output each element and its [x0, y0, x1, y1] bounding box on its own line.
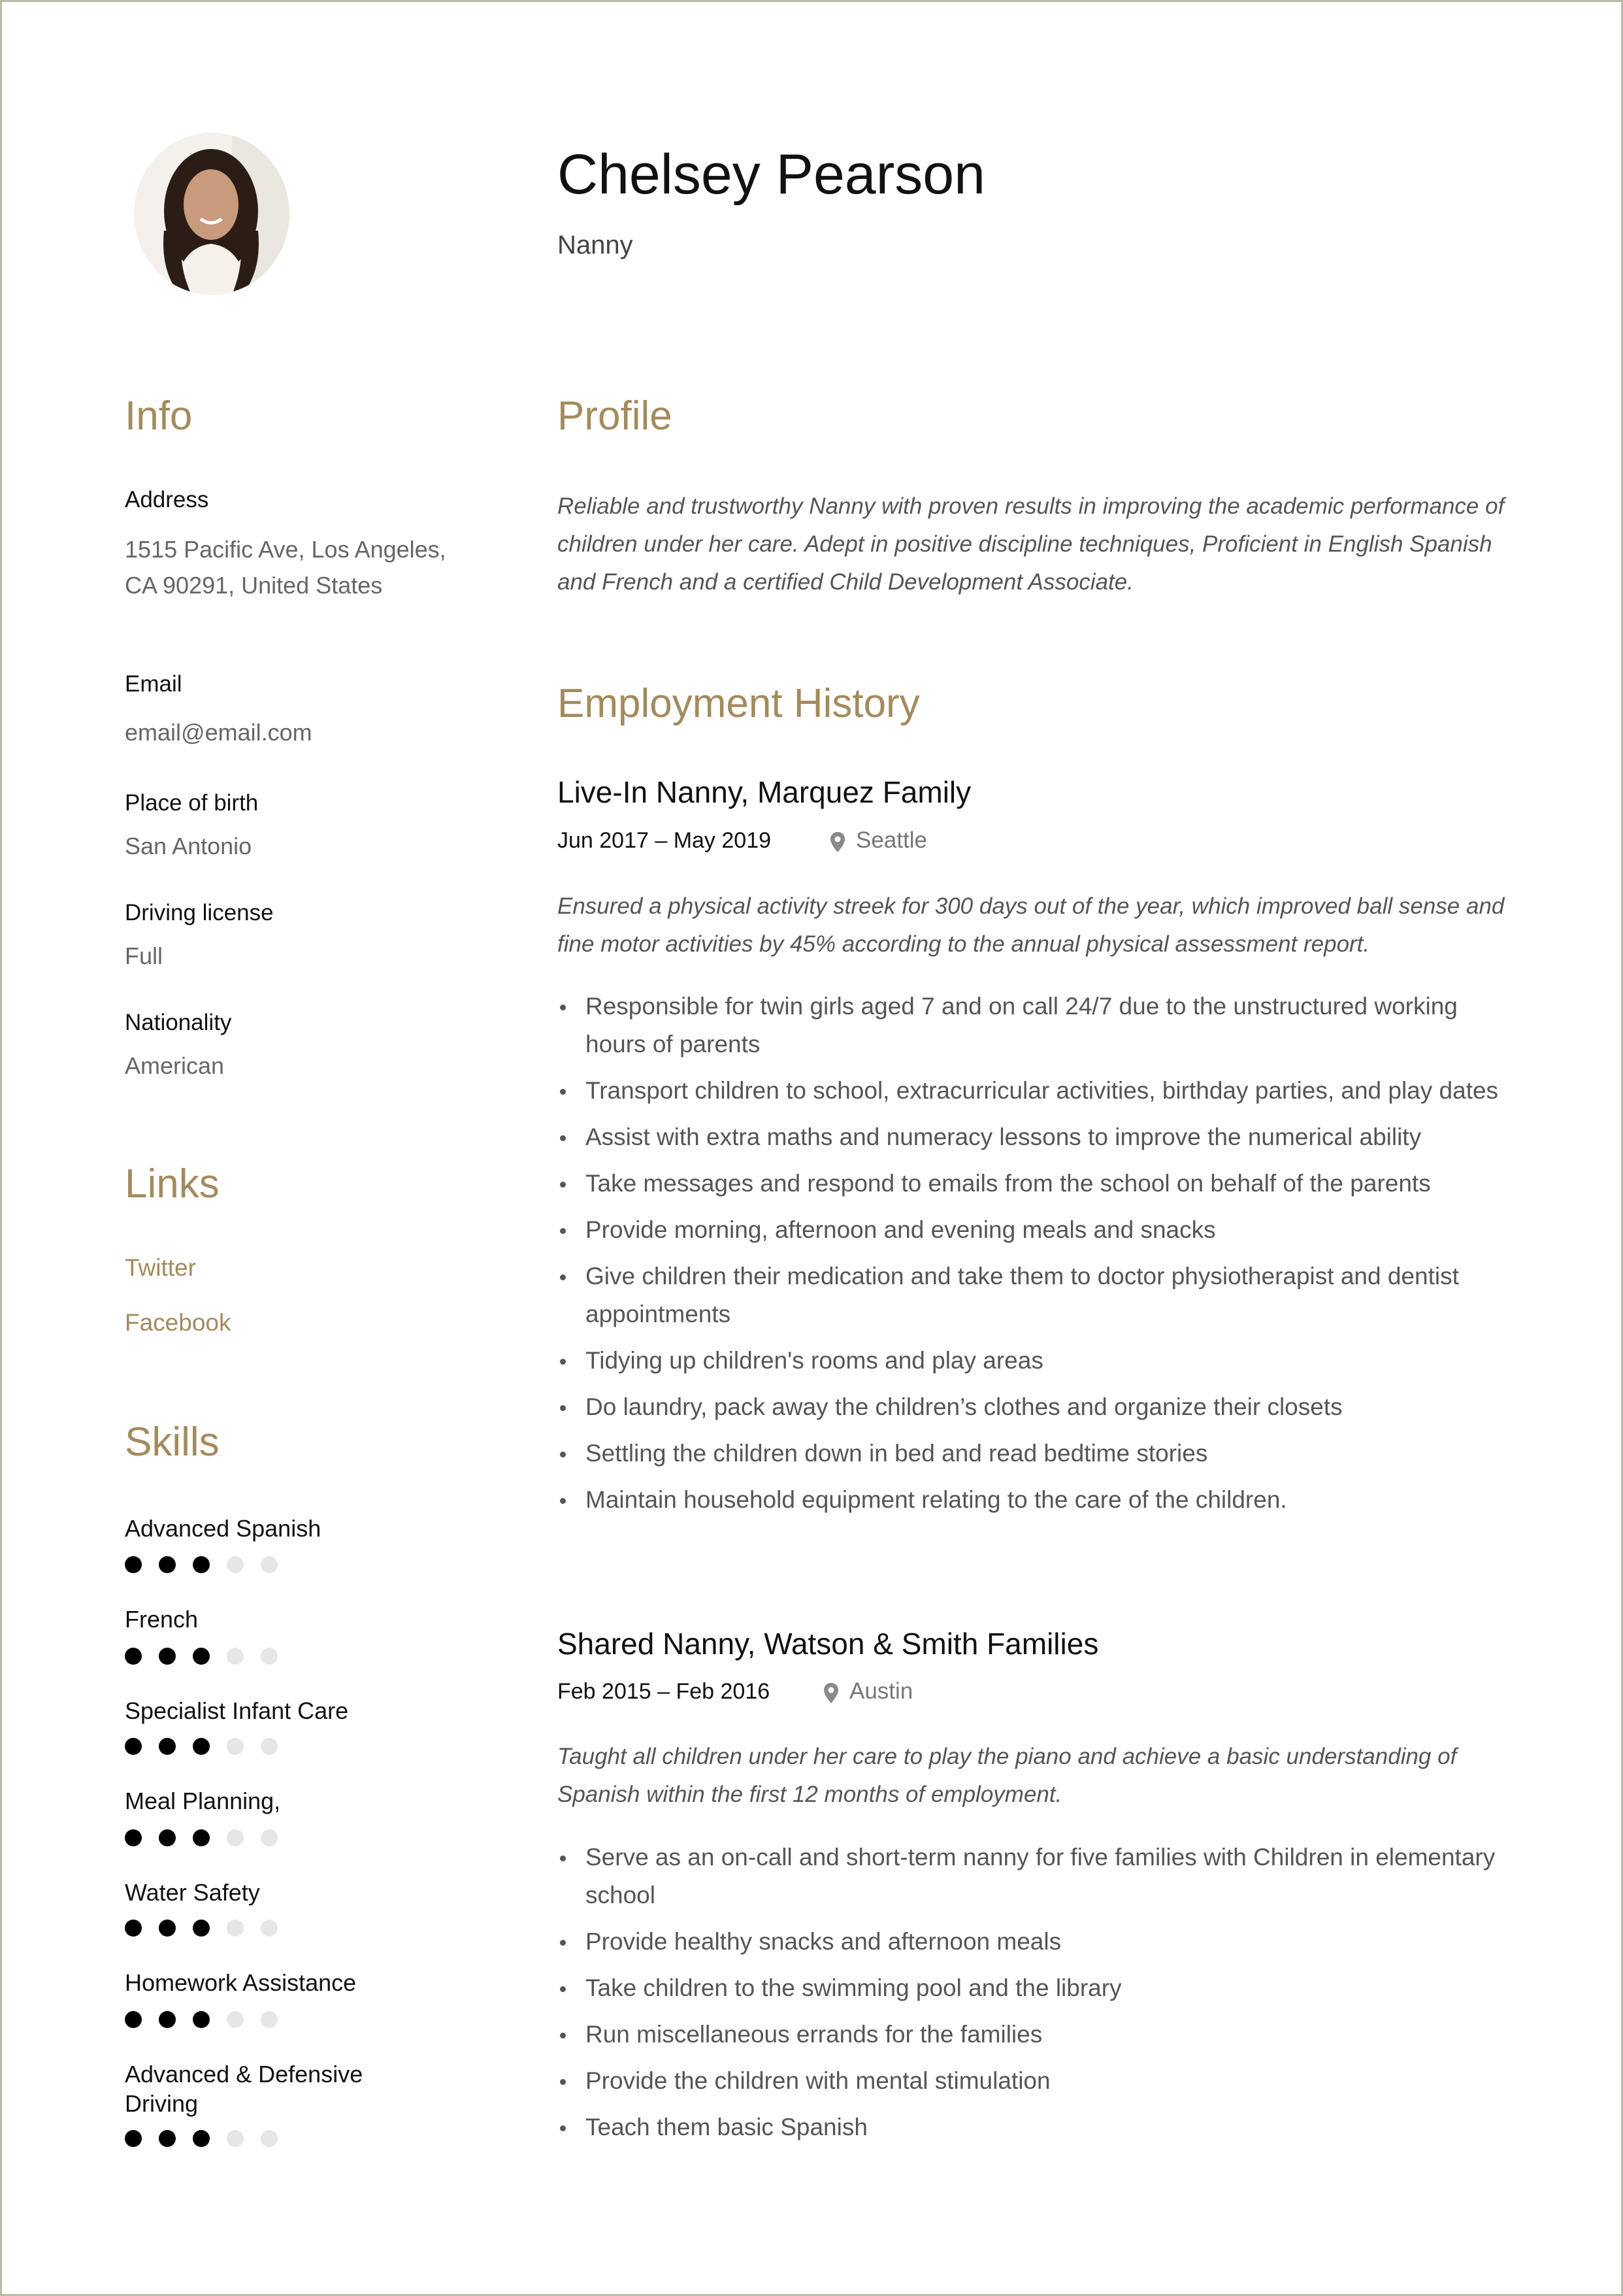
responsibility-item: Transport children to school, extracurricular activities, birthday parties, and play dates — [557, 1072, 1511, 1110]
rating-dot-empty — [227, 1556, 244, 1573]
location-pin-icon — [821, 1682, 841, 1705]
responsibility-item: Take messages and respond to emails from the school on behalf of the parents — [557, 1165, 1511, 1203]
rating-dot-empty — [227, 1648, 244, 1665]
job-responsibilities — [557, 988, 1511, 1527]
candidate-name: Chelsey Pearson — [557, 143, 985, 206]
responsibility-item: Provide healthy snacks and afternoon meals — [557, 1923, 1511, 1961]
rating-dot-filled — [125, 1556, 142, 1573]
rating-dot-empty — [261, 1920, 278, 1937]
skill-rating — [125, 1556, 278, 1573]
driving-license-value: Full — [125, 942, 163, 969]
job-location: Austin — [849, 1678, 913, 1704]
skill-name: Water Safety — [125, 1879, 260, 1906]
rating-dot-empty — [227, 2011, 244, 2028]
skill-rating — [125, 2130, 278, 2147]
rating-dot-empty — [261, 1829, 278, 1846]
rating-dot-empty — [227, 2130, 244, 2147]
rating-dot-filled — [193, 1648, 210, 1665]
responsibility-item: Serve as an on-call and short-term nanny for five families with Children in elementary school — [557, 1838, 1511, 1914]
skill-rating — [125, 1829, 278, 1846]
rating-dot-empty — [227, 1829, 244, 1846]
links-heading: Links — [125, 1161, 220, 1206]
driving-license-label: Driving license — [125, 900, 274, 925]
job-summary: Taught all children under her care to play the piano and achieve a basic understanding of Spanish within the first 12 months of employment. — [557, 1744, 1457, 1807]
skill-name: Advanced Spanish — [125, 1515, 321, 1542]
job-responsibilities — [557, 1838, 1511, 2155]
rating-dot-empty — [227, 1920, 244, 1937]
nationality-value: American — [125, 1052, 225, 1079]
job-title: Shared Nanny, Watson & Smith Families — [557, 1627, 1099, 1661]
rating-dot-filled — [159, 1648, 176, 1665]
nationality-label: Nationality — [125, 1010, 232, 1035]
rating-dot-filled — [125, 1648, 142, 1665]
employment-heading: Employment History — [557, 681, 920, 726]
address-label: Address — [125, 487, 209, 512]
skill-name: Meal Planning, — [125, 1788, 281, 1814]
rating-dot-filled — [125, 1738, 142, 1755]
responsibility-item: Provide the children with mental stimulation — [557, 2062, 1511, 2100]
rating-dot-empty — [261, 2130, 278, 2147]
place-of-birth-label: Place of birth — [125, 790, 259, 816]
responsibility-item: Teach them basic Spanish — [557, 2108, 1511, 2146]
address-value: 1515 Pacific Ave, Los Angeles, CA 90291, United States — [125, 536, 446, 599]
place-of-birth-value: San Antonio — [125, 833, 252, 859]
rating-dot-filled — [193, 1829, 210, 1846]
rating-dot-filled — [193, 2130, 210, 2147]
skill-name: Advanced & Defensive Driving — [125, 2061, 363, 2117]
twitter-link[interactable]: Twitter — [125, 1254, 196, 1281]
responsibility-item: Assist with extra maths and numeracy lessons to improve the numerical ability — [557, 1118, 1511, 1156]
job-dates: Jun 2017 – May 2019 — [557, 828, 772, 853]
rating-dot-filled — [159, 1829, 176, 1846]
rating-dot-filled — [159, 2011, 176, 2028]
skill-name: Homework Assistance — [125, 1969, 357, 1996]
skill-name: Specialist Infant Care — [125, 1697, 349, 1724]
rating-dot-filled — [159, 1920, 176, 1937]
rating-dot-empty — [261, 1556, 278, 1573]
job-title: Live-In Nanny, Marquez Family — [557, 775, 972, 809]
responsibility-item: Give children their medication and take them to doctor physiotherapist and dentist appointments — [557, 1257, 1511, 1333]
responsibility-item: Do laundry, pack away the children’s clothes and organize their closets — [557, 1388, 1511, 1426]
rating-dot-filled — [193, 1920, 210, 1937]
location-pin-icon — [828, 831, 847, 854]
job-summary: Ensured a physical activity streek for 300 days out of the year, which improved ball sense and fine motor activities by 45% according to the annual physical assessment report. — [557, 893, 1505, 957]
responsibility-item: Run miscellaneous errands for the families — [557, 2016, 1511, 2054]
email-label: Email — [125, 671, 182, 697]
rating-dot-empty — [261, 1648, 278, 1665]
avatar-portrait-icon — [134, 133, 289, 295]
skill-rating — [125, 1920, 278, 1937]
rating-dot-empty — [261, 2011, 278, 2028]
rating-dot-filled — [125, 2130, 142, 2147]
job-location: Seattle — [856, 827, 927, 853]
rating-dot-empty — [227, 1738, 244, 1755]
email-value: email@email.com — [125, 719, 312, 746]
info-heading: Info — [125, 393, 193, 439]
responsibility-item: Responsible for twin girls aged 7 and on call 24/7 due to the unstructured working hours of parents — [557, 988, 1511, 1063]
rating-dot-filled — [125, 1920, 142, 1937]
avatar — [134, 133, 289, 295]
rating-dot-empty — [261, 1738, 278, 1755]
rating-dot-filled — [125, 1829, 142, 1846]
responsibility-item: Take children to the swimming pool and the library — [557, 1969, 1511, 2007]
profile-heading: Profile — [557, 393, 672, 439]
rating-dot-filled — [159, 1556, 176, 1573]
skill-rating — [125, 1648, 278, 1665]
rating-dot-filled — [193, 2011, 210, 2028]
rating-dot-filled — [193, 1556, 210, 1573]
responsibility-item: Provide morning, afternoon and evening meals and snacks — [557, 1211, 1511, 1249]
rating-dot-filled — [193, 1738, 210, 1755]
skill-rating — [125, 2011, 278, 2028]
profile-text: Reliable and trustworthy Nanny with proven results in improving the academic performance of children under her care. Adept in positive discipline techniques, Proficient in English Spanish and French and a certified Child Development Associate. — [557, 493, 1505, 595]
responsibility-item: Tidying up children's rooms and play areas — [557, 1342, 1511, 1380]
candidate-title: Nanny — [557, 231, 633, 259]
skills-heading: Skills — [125, 1420, 220, 1465]
facebook-link[interactable]: Facebook — [125, 1309, 231, 1336]
responsibility-item: Maintain household equipment relating to the care of the children. — [557, 1481, 1511, 1519]
responsibility-item: Settling the children down in bed and read bedtime stories — [557, 1435, 1511, 1472]
skill-rating — [125, 1738, 278, 1755]
rating-dot-filled — [125, 2011, 142, 2028]
job-dates: Feb 2015 – Feb 2016 — [557, 1679, 770, 1704]
rating-dot-filled — [159, 1738, 176, 1755]
skill-name: French — [125, 1606, 199, 1633]
rating-dot-filled — [159, 2130, 176, 2147]
